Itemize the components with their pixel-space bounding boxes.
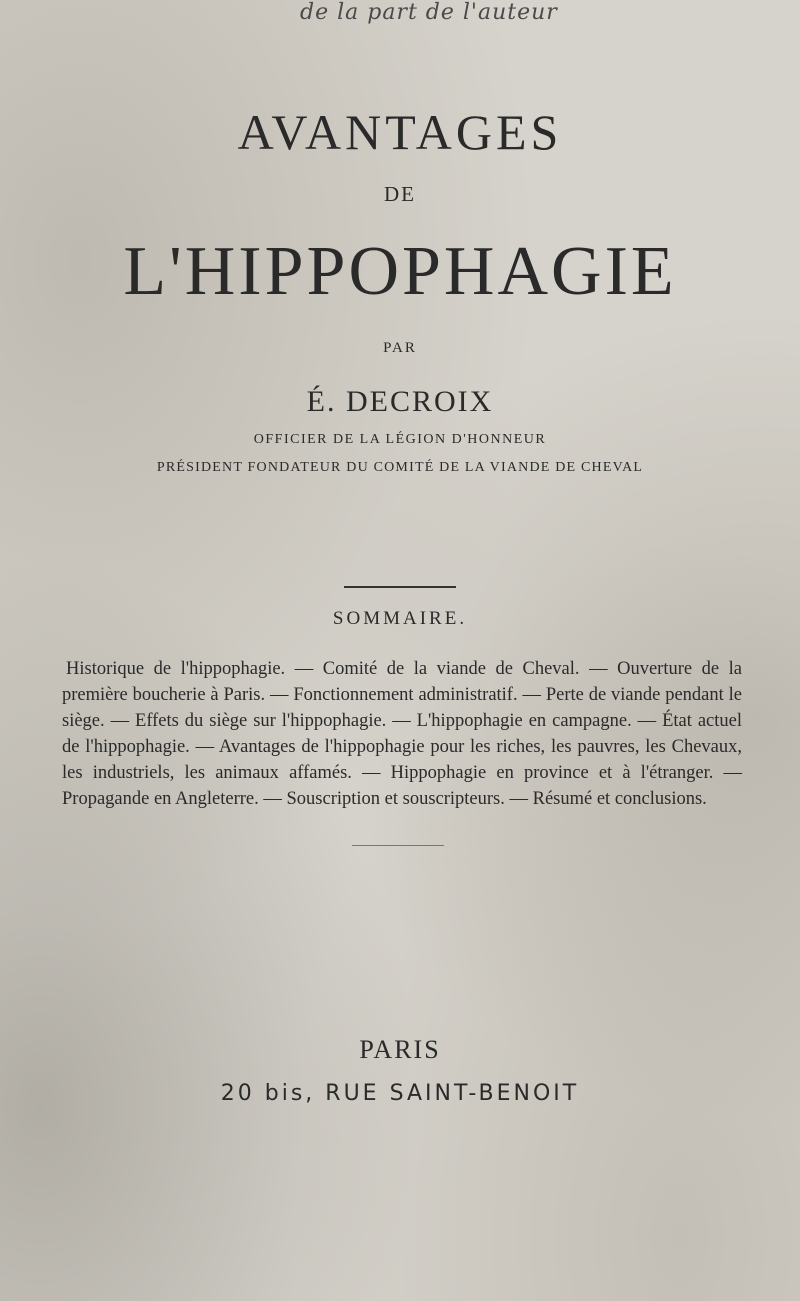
author-role-legion: OFFICIER DE LA LÉGION D'HONNEUR [253, 432, 547, 447]
author-role-president: PRÉSIDENT FONDATEUR DU COMITÉ DE LA VIANDE DE CHEVAL [156, 460, 644, 475]
title-line-de: DE [384, 182, 416, 206]
title-line-hippophagie: L'HIPPOPHAGIE [123, 233, 677, 310]
author-name: É. DECROIX [306, 385, 494, 418]
separator-rule-small [352, 845, 444, 846]
title-line-avantages: AVANTAGES [237, 104, 563, 160]
separator-rule [344, 586, 456, 588]
byline-par: PAR [383, 340, 417, 356]
imprint-place: PARIS [359, 1035, 441, 1064]
sommaire-text: Historique de l'hippophagie. — Comité de la viande de Cheval. — Ouverture de la première boucherie à Paris. — Fonctionnement administratif. — Perte de viande pendant le siège. — Effets du siège sur l'hippophagie. — L'hippophagie en campagne. — État actuel de l'hippophagie. — Avantages de l'hippophagie pour les riches, les pauvres, les Chevaux, les industriels, les animaux affamés. — Hippophagie en province et à l'étranger. — Propagande en Angleterre. — Souscription et souscripteurs. — Résumé et conclusions. [62, 659, 742, 809]
sommaire-heading: SOMMAIRE. [332, 608, 468, 629]
imprint-address: 20 bis, RUE SAINT-BENOIT [220, 1081, 580, 1106]
handwritten-dedication: de la part de l'auteur [300, 0, 558, 25]
